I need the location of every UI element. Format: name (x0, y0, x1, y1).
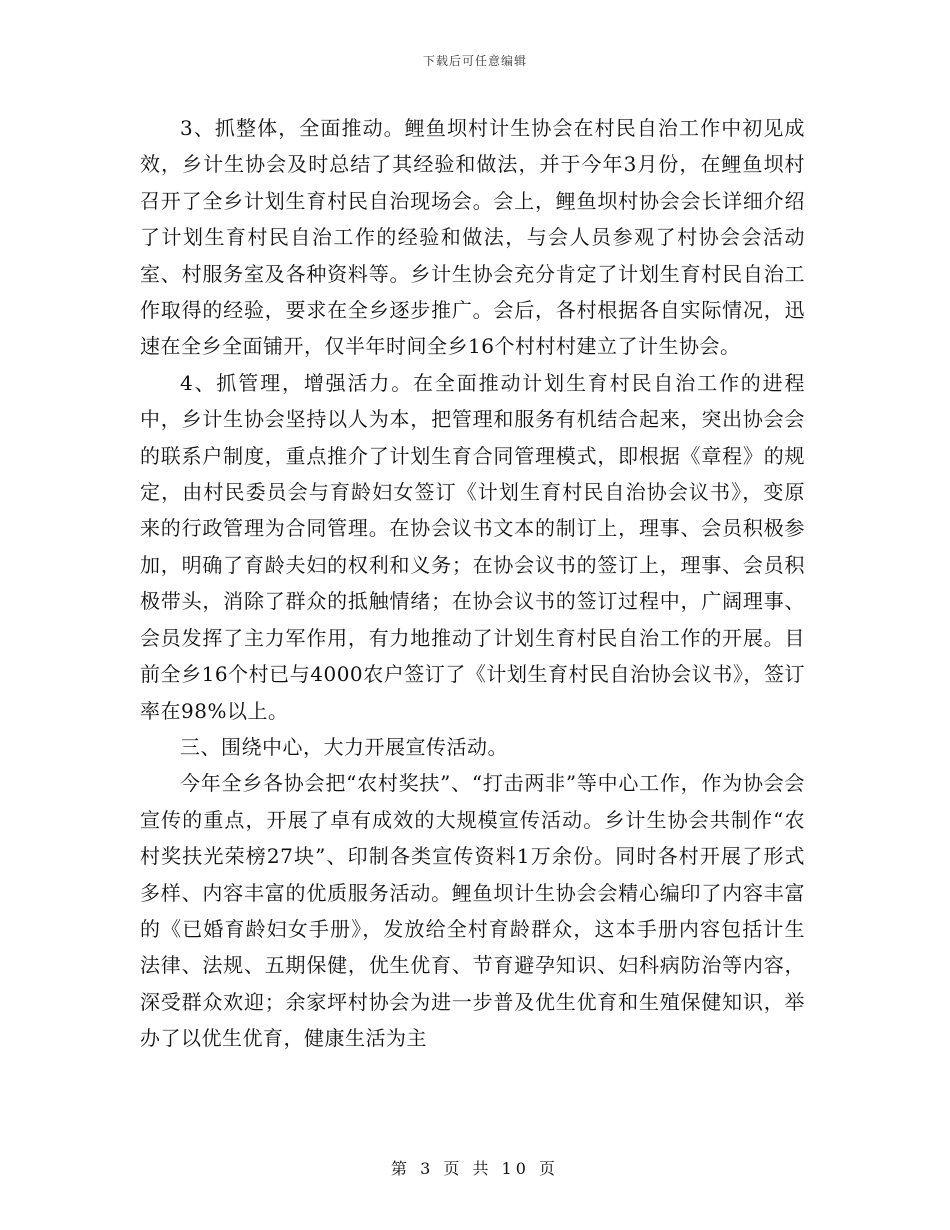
paragraph-grasp-management: 4、抓管理，增强活力。在全面推动计划生育村民自治工作的进程中，乡计生协会坚持以人为本，把管理和服务有机结合起来，突出协会会的联系户制度，重点推介了计划生育合同管理模式，即根据《章程》的规定，由村民委员会与育龄妇女签订《计划生育村民自治协会议书》，变原来的行政管理为合同管理。在协会议书文本的制订上，理事、会员积极参加，明确了育龄夫妇的权利和义务；在协会议书的签订上，理事、会员积极带头，消除了群众的抵触情绪；在协会议书的签订过程中，广阔理事、会员发挥了主力军作用，有力地推动了计划生育村民自治工作的开展。目前全乡16个村已与4000农户签订了《计划生育村民自治协会议书》，签订率在98%以上。 (140, 370, 805, 723)
page-header: 下载后可任意编辑 (422, 54, 527, 68)
section-heading-publicity: 三、围绕中心，大力开展宣传活动。 (180, 734, 508, 759)
document-body (140, 110, 805, 1057)
paragraph-publicity-activities: 今年全乡各协会把“农村奖扶”、“打击两非”等中心工作，作为协会会宣传的重点，开展了卓有成效的大规模宣传活动。乡计生协会共制作“农村奖扶光荣榜27块”、印制各类宣传资料1万余份。同时各村开展了形式多样、内容丰富的优质服务活动。鲤鱼坝计生协会会精心编印了内容丰富的《已婚育龄妇女手册》，发放给全村育龄群众，这本手册内容包括计生法律、法规、五期保健，优生优育、节育避孕知识、妇科病防治等内容，深受群众欢迎；余家坪村协会为进一步普及优生优育和生殖保健知识，举办了以优生优育，健康生活为主 (140, 771, 805, 1051)
paragraph-grasp-whole: 3、抓整体，全面推动。鲤鱼坝村计生协会在村民自治工作中初见成效，乡计生协会及时总结了其经验和做法，并于今年3月份，在鲤鱼坝村召开了全乡计划生育村民自治现场会。会上，鲤鱼坝村协会会长详细介绍了计划生育村民自治工作的经验和做法，与会人员参观了村协会会活动室、村服务室及各种资料等。乡计生协会充分肯定了计划生育村民自治工作取得的经验，要求在全乡逐步推广。会后，各村根据各自实际情况，迅速在全乡全面铺开，仅半年时间全乡16个村村村建立了计生协会。 (140, 116, 805, 359)
page-number-footer: 第 3 页 共 10 页 (391, 1159, 559, 1178)
